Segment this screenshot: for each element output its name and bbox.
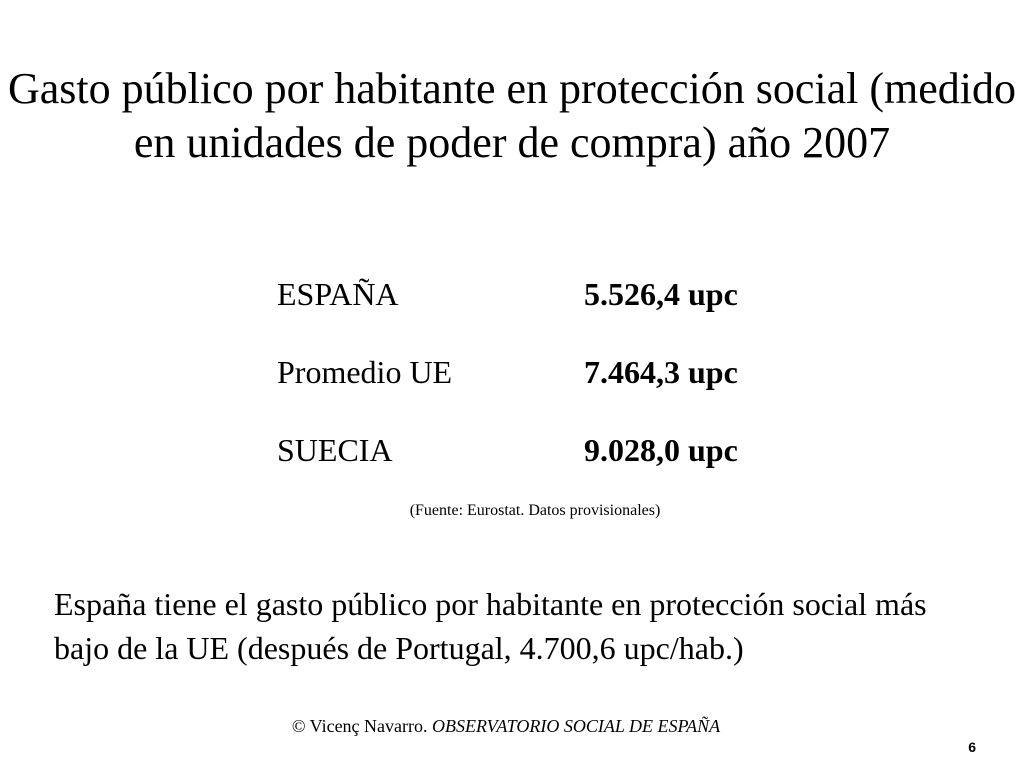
stat-value: 7.464,3 upc — [584, 354, 738, 390]
slide-title: Gasto público por habitante en protección social (medido en unidades de poder de compra) año 2007 — [7, 64, 1017, 167]
footer-organization: OBSERVATORIO SOCIAL DE ESPAÑA — [432, 716, 721, 736]
stat-value: 5.526,4 upc — [584, 276, 738, 312]
stat-row-promedio-ue — [277, 350, 837, 428]
conclusion-text: España tiene el gasto público por habitante en protección social más bajo de la UE (después de Portugal, 4.700,6 upc/hab.) — [54, 586, 927, 666]
stat-label: Promedio UE — [277, 354, 453, 390]
stat-row-suecia — [277, 428, 837, 506]
source-note: (Fuente: Eurostat. Datos provisionales) — [409, 502, 661, 519]
stat-row-espana — [277, 272, 837, 350]
stat-label: ESPAÑA — [277, 276, 399, 312]
stats-list — [277, 272, 837, 506]
stat-value: 9.028,0 upc — [584, 432, 738, 468]
footer-author: © Vicenç Navarro. — [291, 716, 428, 736]
footer-credit — [0, 714, 1012, 738]
stat-label: SUECIA — [277, 432, 393, 468]
page-number: 6 — [968, 739, 976, 755]
